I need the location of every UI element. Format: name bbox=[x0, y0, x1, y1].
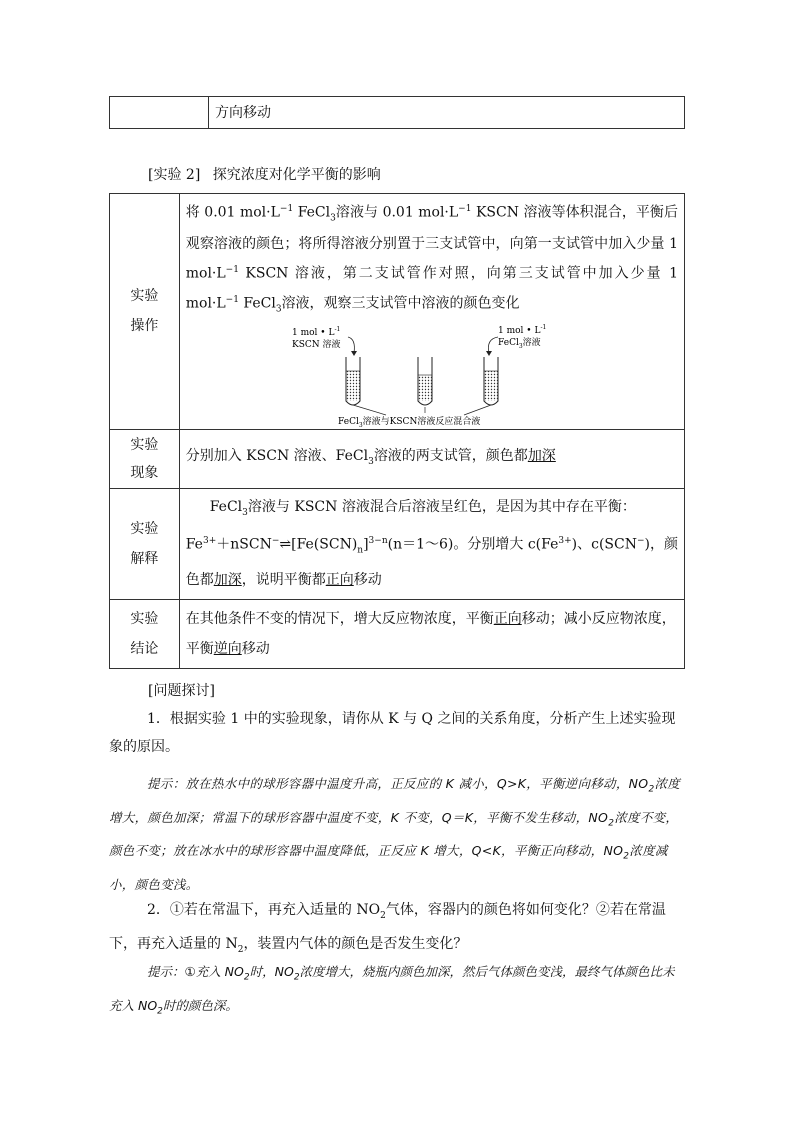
explanation-label-2: 解释 bbox=[130, 550, 159, 567]
op-text-g: 溶液，观察三支试管中溶液的颜色变化 bbox=[281, 295, 520, 312]
ex-eq-c: [Fe(SCN) bbox=[291, 537, 358, 554]
diagram-caption: FeCl$_3$溶液与KSCN溶液反应混合液 bbox=[337, 416, 481, 429]
ex-eq-e: (n＝1～6)。分别增大 c(Fe bbox=[387, 537, 559, 554]
ex-eq-sup5: − bbox=[636, 536, 645, 547]
hint1-c: 浓度不变，颜色不变；放在冰水中的球形容器中温度降低，正反应 K 增大，Q<K，平衡正向移动，NO bbox=[109, 809, 679, 858]
ex-eq-g: )，颜 bbox=[644, 537, 678, 554]
op-sub-b: 3 bbox=[330, 213, 336, 224]
op-text-b: FeCl bbox=[293, 204, 331, 221]
hint1-sub1: 2 bbox=[648, 784, 655, 795]
operation-row bbox=[110, 194, 685, 430]
conclusion-row bbox=[110, 599, 685, 668]
ex-eq-a: Fe bbox=[185, 537, 203, 554]
phenomenon-label bbox=[110, 429, 180, 488]
ex-eq-f: )、c(SCN bbox=[571, 537, 637, 554]
test-tube-diagram bbox=[286, 323, 586, 429]
conclusion-text bbox=[179, 599, 684, 668]
hint-2 bbox=[109, 958, 685, 1025]
ex-line1-b: 溶液与 KSCN 溶液混合后溶液呈红色，是因为其中存在平衡： bbox=[247, 498, 636, 515]
experiment-table bbox=[109, 193, 685, 669]
experiment-title: 探究浓度对化学平衡的影响 bbox=[212, 167, 381, 183]
co-text-b: 移动；减小反应物浓度，平衡 bbox=[185, 610, 676, 657]
conclusion-label-2: 结论 bbox=[130, 640, 159, 657]
hint1-b: 浓度增大，颜色加深；常温下的球形容器中温度不变，K 不变，Q＝K，平衡不发生移动，NO bbox=[109, 776, 681, 825]
hint-1 bbox=[109, 770, 685, 899]
right-reagent-label-2: FeCl$_3$溶液 bbox=[497, 337, 541, 350]
hint2-a: 提示：①充入 NO bbox=[147, 964, 244, 979]
phenomenon-text bbox=[179, 429, 684, 488]
co-text-c: 移动 bbox=[241, 640, 270, 657]
op-text-f: FeCl bbox=[238, 295, 276, 312]
test-tube-1 bbox=[346, 357, 360, 405]
experiment-tag: [实验 2] bbox=[148, 167, 201, 183]
hint1-sub3: 2 bbox=[623, 851, 630, 862]
top-table-text: 方向移动 bbox=[209, 97, 685, 129]
left-reagent-label-2: KSCN 溶液 bbox=[291, 339, 341, 350]
ex-line3-b: ，说明平衡都 bbox=[241, 571, 326, 588]
right-arrow-head bbox=[486, 351, 492, 356]
ex-line3-a: 色都 bbox=[185, 571, 214, 588]
op-text-e: KSCN 溶液，第二支试管作对照，向第三支试管中加入少量 1 mol·L bbox=[185, 266, 678, 312]
phenomenon-label-2: 现象 bbox=[130, 464, 159, 481]
op-text-c: 溶液与 0.01 mol·L bbox=[335, 204, 459, 221]
hint2-b: 时，NO bbox=[249, 964, 294, 979]
right-arrow bbox=[488, 337, 498, 353]
ex-eq-sup3: 3−n bbox=[368, 536, 388, 547]
ph-text-a: 分别加入 KSCN 溶液、FeCl bbox=[185, 447, 369, 464]
equilibrium-arrow-icon: ⇌ bbox=[279, 537, 292, 554]
caption-line-1 bbox=[353, 405, 386, 415]
discussion-heading: [问题探讨] bbox=[148, 683, 215, 699]
hint1-sub2: 2 bbox=[608, 818, 615, 828]
q2-sub1: 2 bbox=[380, 910, 386, 921]
left-arrow bbox=[348, 337, 354, 353]
hint2-sub1: 2 bbox=[243, 972, 250, 983]
hint2-d: 时的颜色深。 bbox=[162, 997, 238, 1013]
question-1: 1．根据实验 1 中的实验现象，请你从 K 与 Q 之间的关系角度，分析产生上述实验现象的原因。 bbox=[109, 711, 676, 755]
hint2-sub2: 2 bbox=[293, 972, 300, 983]
ex-line3-ul2: 正向 bbox=[325, 571, 354, 588]
op-sup-d: −1 bbox=[225, 265, 239, 276]
top-table bbox=[109, 96, 685, 129]
test-tube-3 bbox=[484, 357, 498, 405]
op-sup-e: −1 bbox=[225, 295, 239, 306]
co-text-ul1: 正向 bbox=[493, 610, 522, 627]
explanation-row bbox=[110, 488, 685, 599]
explanation-label-1: 实验 bbox=[130, 520, 159, 537]
explanation-text bbox=[179, 488, 684, 599]
right-reagent-label-1: 1 mol • $L^{-1}$ bbox=[497, 323, 547, 336]
ex-line3-c: 移动 bbox=[353, 571, 382, 588]
q2-c: ，装置内气体的颜色是否发生变化？ bbox=[243, 935, 468, 952]
ex-eq-sup4: 3+ bbox=[558, 536, 572, 547]
question-2 bbox=[109, 896, 685, 964]
hint2-sub3: 2 bbox=[157, 1006, 163, 1016]
ex-line3-ul1: 加深 bbox=[213, 571, 242, 588]
q2-sub2: 2 bbox=[237, 944, 244, 955]
ex-eq-b: ＋nSCN bbox=[216, 537, 272, 554]
op-text-d: KSCN 溶液等体积混合，平衡后观察溶液的颜色；将所得溶液分别置于三支试管中，向第一支试管中加入少量 1 mol·L bbox=[185, 204, 678, 283]
experiment-heading bbox=[148, 164, 381, 184]
operation-label-2: 操作 bbox=[130, 318, 159, 335]
hint2-c: 浓度增大，烧瓶内颜色加深，然后气体颜色变浅，最终气体颜色比未充入 NO bbox=[109, 964, 675, 1013]
ex-line1-sub: 3 bbox=[242, 507, 248, 518]
caption-line-3 bbox=[464, 405, 491, 415]
ph-text-ul: 加深 bbox=[527, 447, 556, 464]
explanation-label bbox=[110, 488, 180, 599]
op-sup-a: −1 bbox=[279, 204, 294, 214]
ex-eq-sup1: 3+ bbox=[202, 536, 217, 547]
conclusion-label bbox=[110, 599, 180, 668]
hint1-d: 浓度减小，颜色变浅。 bbox=[109, 843, 668, 892]
left-arrow-head bbox=[351, 351, 357, 356]
ex-eq-d: ] bbox=[363, 537, 369, 554]
ex-eq-sub: n bbox=[357, 545, 364, 556]
co-text-ul2: 逆向 bbox=[213, 640, 242, 657]
operation-label bbox=[110, 194, 180, 430]
q2-a: 2．①若在常温下，再充入适量的 NO bbox=[147, 902, 381, 918]
phenomenon-label-1: 实验 bbox=[130, 436, 159, 453]
ex-line1-a: FeCl bbox=[209, 498, 243, 515]
phenomenon-row bbox=[110, 429, 685, 488]
op-sup-c: −1 bbox=[458, 204, 472, 214]
op-text-a: 将 0.01 mol·L bbox=[185, 204, 280, 221]
ph-text-b: 溶液的两支试管，颜色都 bbox=[373, 447, 528, 464]
top-table-label-cell bbox=[110, 97, 209, 129]
ph-sub: 3 bbox=[368, 456, 374, 467]
operation-label-1: 实验 bbox=[130, 288, 159, 305]
ex-eq-sup2: − bbox=[271, 536, 280, 547]
hint1-a: 提示：放在热水中的球形容器中温度升高，正反应的 K 减小，Q>K，平衡逆向移动，NO bbox=[147, 776, 649, 791]
conclusion-label-1: 实验 bbox=[130, 610, 159, 627]
co-text-a: 在其他条件不变的情况下，增大反应物浓度，平衡 bbox=[185, 610, 494, 627]
left-reagent-label-1: 1 mol • $L^{-1}$ bbox=[291, 325, 341, 338]
test-tube-2 bbox=[418, 357, 432, 405]
op-sub-f: 3 bbox=[275, 304, 282, 315]
operation-text bbox=[179, 194, 684, 430]
q2-b: 气体，容器内的颜色将如何变化？②若在常温下，再充入适量的 N bbox=[109, 902, 666, 952]
